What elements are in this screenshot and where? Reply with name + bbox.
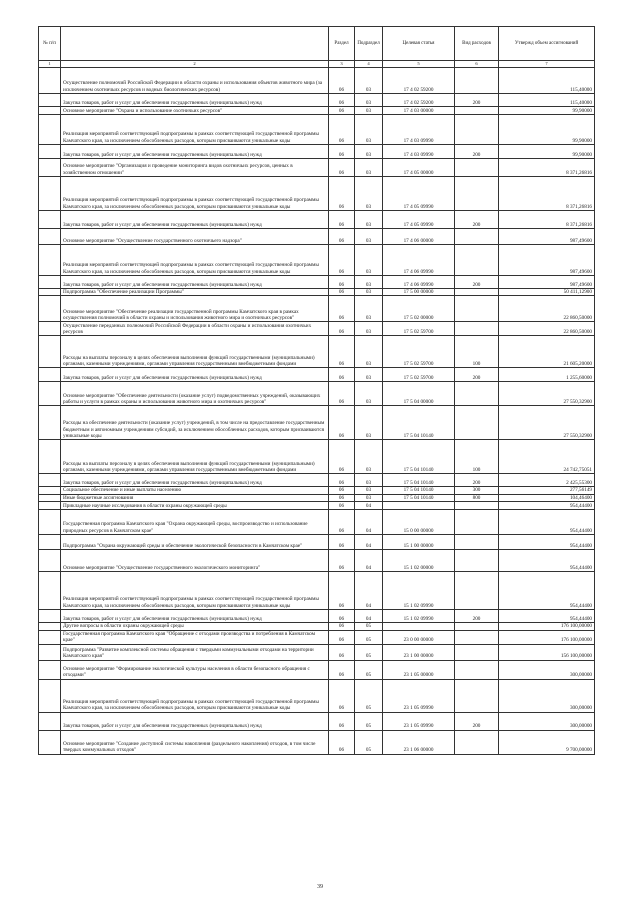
row-number: [39, 229, 61, 245]
row-number: [39, 502, 61, 510]
row-subsection: 03: [355, 336, 383, 368]
row-sum: 50 411,12900: [499, 289, 595, 296]
table-row: [39, 630, 595, 644]
row-section: 06: [329, 68, 355, 94]
row-name: Государственная программа Камчатского края "Обращение с отходами производства и потребления в Камчатском крае": [61, 630, 329, 644]
row-subsection: 03: [355, 145, 383, 159]
row-sum: 277,56149: [499, 487, 595, 494]
row-exp-type: [455, 535, 499, 550]
row-section: 06: [329, 730, 355, 754]
table-row: [39, 94, 595, 107]
row-exp-type: [455, 502, 499, 510]
row-section: 06: [329, 550, 355, 572]
row-sum: 954,44400: [499, 572, 595, 610]
row-exp-type: 800: [455, 494, 499, 501]
row-sum: 22 860,50000: [499, 322, 595, 336]
row-target: 17 5 00 00000: [383, 289, 455, 296]
row-target: 17 4 03 09990: [383, 145, 455, 159]
row-sum: 115,40000: [499, 68, 595, 94]
row-section: 06: [329, 502, 355, 510]
row-number: [39, 322, 61, 336]
row-name: Расходы на выплаты персоналу в целях обеспечения выполнения функций государственными (муниципальными) органами, казенными учреждениями, органами управления государственными внебюджетными фондами: [61, 440, 329, 474]
row-number: [39, 289, 61, 296]
row-section: 06: [329, 660, 355, 679]
row-exp-type: [455, 322, 499, 336]
table-row: [39, 245, 595, 276]
table-row: [39, 276, 595, 289]
row-subsection: 05: [355, 623, 383, 630]
header-section: Раздел: [329, 27, 355, 61]
row-number: [39, 177, 61, 211]
row-number: [39, 474, 61, 487]
row-sum: 987,49600: [499, 229, 595, 245]
row-sum: 176 100,00000: [499, 630, 595, 644]
row-section: 06: [329, 610, 355, 623]
row-target: 17 5 02 59700: [383, 322, 455, 336]
row-target: 15 1 00 00000: [383, 535, 455, 550]
row-number: [39, 610, 61, 623]
table-row: [39, 68, 595, 94]
row-name: Иные бюджетные ассигнования: [61, 494, 329, 501]
row-section: 06: [329, 211, 355, 229]
row-name: Реализация мероприятий соответствующей подпрограммы в рамках соответствующей государственной программы Камчатского края, за исключением обособленных расходов, которым присваиваются уникальные коды: [61, 177, 329, 211]
row-number: [39, 730, 61, 754]
row-number: [39, 245, 61, 276]
row-section: 06: [329, 289, 355, 296]
row-name: Реализация мероприятий соответствующей подпрограммы в рамках соответствующей государственной программы Камчатского края, за исключением обособленных расходов, которым присваиваются уникальные коды: [61, 572, 329, 610]
row-number: [39, 487, 61, 494]
row-exp-type: [455, 572, 499, 610]
row-target: 23 1 06 00000: [383, 730, 455, 754]
column-index: 2: [61, 61, 329, 68]
row-number: [39, 644, 61, 660]
row-exp-type: [455, 644, 499, 660]
row-number: [39, 145, 61, 159]
row-name: Закупка товаров, работ и услуг для обеспечения государственных (муниципальных) нужд: [61, 145, 329, 159]
row-target: 17 4 05 09990: [383, 177, 455, 211]
row-sum: 954,44400: [499, 610, 595, 623]
row-subsection: 03: [355, 368, 383, 382]
row-subsection: 05: [355, 679, 383, 712]
table-row: [39, 535, 595, 550]
row-number: [39, 115, 61, 145]
row-section: 06: [329, 623, 355, 630]
row-name: Закупка товаров, работ и услуг для обеспечения государственных (муниципальных) нужд: [61, 474, 329, 487]
table-row: [39, 322, 595, 336]
row-exp-type: [455, 660, 499, 679]
row-number: [39, 679, 61, 712]
row-target: 17 5 02 59700: [383, 336, 455, 368]
row-sum: 8 371,26816: [499, 177, 595, 211]
row-subsection: 03: [355, 289, 383, 296]
row-name: Подпрограмма "Охрана окружающей среды и обеспечение экологической безопасности в Камчатском крае": [61, 535, 329, 550]
row-name: Социальное обеспечение и иные выплаты населению: [61, 487, 329, 494]
row-number: [39, 368, 61, 382]
row-number: [39, 623, 61, 630]
row-section: 06: [329, 487, 355, 494]
table-row: [39, 610, 595, 623]
row-target: 15 1 02 09990: [383, 610, 455, 623]
row-section: 06: [329, 94, 355, 107]
table-row: [39, 572, 595, 610]
row-section: 06: [329, 145, 355, 159]
row-section: 06: [329, 572, 355, 610]
table-row: [39, 211, 595, 229]
row-exp-type: 200: [455, 610, 499, 623]
row-name: Осуществление переданных полномочий Российской Федерации в области охраны и использования охотничьих ресурсов: [61, 322, 329, 336]
row-exp-type: 200: [455, 474, 499, 487]
row-exp-type: 100: [455, 336, 499, 368]
row-sum: 99,90000: [499, 107, 595, 115]
row-exp-type: [455, 115, 499, 145]
row-target: 17 5 04 10140: [383, 474, 455, 487]
row-sum: 104,46400: [499, 494, 595, 501]
row-target: 17 5 04 10140: [383, 494, 455, 501]
row-target: 17 4 06 09990: [383, 245, 455, 276]
column-index: 3: [329, 61, 355, 68]
row-name: Основное мероприятие "Формирование экологической культуры населения в области безопасного обращения с отходами": [61, 660, 329, 679]
row-subsection: 04: [355, 510, 383, 535]
row-subsection: 03: [355, 322, 383, 336]
row-name: Расходы на обеспечение деятельности (оказание услуг) учреждений, в том числе на предоставление государственным бюджетным и автономным учреждениям субсидий, за исключением обособленных расходов, которым присваиваются уникальные коды: [61, 406, 329, 440]
row-section: 06: [329, 679, 355, 712]
row-target: [383, 623, 455, 630]
row-section: 06: [329, 474, 355, 487]
row-subsection: 04: [355, 535, 383, 550]
row-subsection: 03: [355, 245, 383, 276]
row-exp-type: [455, 382, 499, 406]
row-section: 06: [329, 322, 355, 336]
row-sum: 99,90000: [499, 145, 595, 159]
header-exp-type: Вид расходов: [455, 27, 499, 61]
row-section: 06: [329, 296, 355, 322]
column-index: 4: [355, 61, 383, 68]
row-exp-type: 200: [455, 145, 499, 159]
row-sum: 954,44400: [499, 502, 595, 510]
row-target: 23 0 00 00000: [383, 630, 455, 644]
table-row: [39, 730, 595, 754]
row-sum: 99,90000: [499, 115, 595, 145]
row-exp-type: [455, 550, 499, 572]
row-number: [39, 630, 61, 644]
table-row: [39, 145, 595, 159]
table-row: [39, 712, 595, 730]
row-sum: 987,49600: [499, 245, 595, 276]
row-exp-type: [455, 623, 499, 630]
row-sum: 987,49600: [499, 276, 595, 289]
row-subsection: 04: [355, 502, 383, 510]
row-subsection: 03: [355, 494, 383, 501]
row-subsection: 05: [355, 712, 383, 730]
row-number: [39, 712, 61, 730]
row-subsection: 04: [355, 572, 383, 610]
row-section: 06: [329, 712, 355, 730]
row-sum: 115,40000: [499, 94, 595, 107]
header-sum: Утвержд объем ассигнований: [499, 27, 595, 61]
page-number: 39: [317, 884, 323, 890]
row-name: Реализация мероприятий соответствующей подпрограммы в рамках соответствующей государственной программы Камчатского края, за исключением обособленных расходов, которым присваиваются уникальные коды: [61, 115, 329, 145]
header-subsection: Подраздел: [355, 27, 383, 61]
row-name: Основное мероприятие "Осуществление государственного охотничьего надзора": [61, 229, 329, 245]
row-target: [383, 502, 455, 510]
row-target: 15 1 02 00000: [383, 550, 455, 572]
column-index: 1: [39, 61, 61, 68]
column-index: 5: [383, 61, 455, 68]
row-target: 17 4 03 09990: [383, 115, 455, 145]
table-row: [39, 336, 595, 368]
table-row: [39, 115, 595, 145]
row-name: Основное мероприятие "Обеспечение деятельности (оказание услуг) подведомственных учреждений, оказывающих работы и услуги в рамках охраны и использования животного мира и охотничьих ресурсов": [61, 382, 329, 406]
table-row: [39, 406, 595, 440]
row-number: [39, 107, 61, 115]
row-target: 23 1 05 09990: [383, 712, 455, 730]
row-target: 17 4 05 00000: [383, 159, 455, 177]
row-target: 15 1 02 09990: [383, 572, 455, 610]
row-exp-type: 200: [455, 211, 499, 229]
table-row: [39, 502, 595, 510]
row-target: 17 5 02 00000: [383, 296, 455, 322]
header-no: № п/п: [39, 27, 61, 61]
table-row: [39, 296, 595, 322]
row-name: Основное мероприятие "Организация и проведение мониторинга видов охотничьих ресурсов, ценных в хозяйственном отношении": [61, 159, 329, 177]
table-body: [39, 68, 595, 755]
row-number: [39, 211, 61, 229]
table-row: [39, 177, 595, 211]
row-exp-type: 200: [455, 276, 499, 289]
row-exp-type: [455, 68, 499, 94]
row-section: 06: [329, 336, 355, 368]
row-section: 06: [329, 510, 355, 535]
table-row: [39, 623, 595, 630]
row-exp-type: [455, 289, 499, 296]
table-row: [39, 474, 595, 487]
row-target: 17 4 02 59200: [383, 68, 455, 94]
table-row: [39, 229, 595, 245]
header-name: [61, 27, 329, 61]
row-section: 06: [329, 276, 355, 289]
table-row: [39, 679, 595, 712]
row-subsection: 03: [355, 107, 383, 115]
row-number: [39, 296, 61, 322]
row-subsection: 03: [355, 177, 383, 211]
row-name: Другие вопросы в области охраны окружающей среды: [61, 623, 329, 630]
row-sum: 1 255,60000: [499, 368, 595, 382]
row-section: 06: [329, 229, 355, 245]
row-name: Подпрограмма "Развитие комплексной системы обращения с твердыми коммунальными отходами на территории Камчатского края": [61, 644, 329, 660]
row-target: 17 4 06 00000: [383, 229, 455, 245]
column-index: 7: [499, 61, 595, 68]
row-section: 06: [329, 115, 355, 145]
row-exp-type: [455, 630, 499, 644]
row-subsection: 03: [355, 406, 383, 440]
row-exp-type: 200: [455, 94, 499, 107]
table-row: [39, 510, 595, 535]
table-row: [39, 494, 595, 501]
row-section: 06: [329, 494, 355, 501]
row-sum: 27 550,32900: [499, 406, 595, 440]
row-subsection: 03: [355, 382, 383, 406]
row-exp-type: [455, 245, 499, 276]
row-number: [39, 94, 61, 107]
row-section: 06: [329, 382, 355, 406]
table-row: [39, 644, 595, 660]
row-sum: 954,44400: [499, 550, 595, 572]
row-number: [39, 660, 61, 679]
row-number: [39, 550, 61, 572]
row-number: [39, 406, 61, 440]
row-section: 06: [329, 440, 355, 474]
row-target: 15 0 00 00000: [383, 510, 455, 535]
table-header-row: [39, 27, 595, 61]
row-subsection: 03: [355, 440, 383, 474]
row-name: Реализация мероприятий соответствующей подпрограммы в рамках соответствующей государственной программы Камчатского края, за исключением обособленных расходов, которым присваиваются уникальные коды: [61, 679, 329, 712]
column-index-row: [39, 61, 595, 68]
row-sum: 8 371,26816: [499, 211, 595, 229]
table-row: [39, 440, 595, 474]
row-number: [39, 535, 61, 550]
row-subsection: 03: [355, 229, 383, 245]
budget-table: [38, 26, 595, 755]
row-subsection: 03: [355, 211, 383, 229]
row-name: Прикладные научные исследования в области охраны окружающей среды: [61, 502, 329, 510]
row-name: Закупка товаров, работ и услуг для обеспечения государственных (муниципальных) нужд: [61, 276, 329, 289]
row-target: 17 4 05 09990: [383, 211, 455, 229]
row-section: 06: [329, 644, 355, 660]
table-row: [39, 368, 595, 382]
row-sum: 954,44400: [499, 535, 595, 550]
row-number: [39, 382, 61, 406]
row-exp-type: [455, 159, 499, 177]
row-number: [39, 510, 61, 535]
table-row: [39, 289, 595, 296]
row-subsection: 05: [355, 730, 383, 754]
row-exp-type: [455, 510, 499, 535]
row-target: 17 5 04 10140: [383, 487, 455, 494]
row-sum: 176 100,00000: [499, 623, 595, 630]
row-sum: 954,44400: [499, 510, 595, 535]
row-target: 17 4 06 09990: [383, 276, 455, 289]
row-sum: 22 860,50000: [499, 296, 595, 322]
row-number: [39, 440, 61, 474]
row-name: Подпрограмма "Обеспечение реализации Программы": [61, 289, 329, 296]
row-exp-type: [455, 229, 499, 245]
row-sum: 300,00000: [499, 712, 595, 730]
row-exp-type: 100: [455, 440, 499, 474]
table-row: [39, 107, 595, 115]
row-name: Расходы на выплаты персоналу в целях обеспечения выполнения функций государственными (муниципальными) органами, казенными учреждениями, органами управления государственными внебюджетными фондами: [61, 336, 329, 368]
row-subsection: 03: [355, 487, 383, 494]
column-index: 6: [455, 61, 499, 68]
row-exp-type: [455, 730, 499, 754]
table-row: [39, 660, 595, 679]
row-number: [39, 572, 61, 610]
row-section: 06: [329, 630, 355, 644]
row-subsection: 05: [355, 630, 383, 644]
row-exp-type: 300: [455, 487, 499, 494]
row-number: [39, 336, 61, 368]
row-name: Закупка товаров, работ и услуг для обеспечения государственных (муниципальных) нужд: [61, 610, 329, 623]
row-subsection: 03: [355, 474, 383, 487]
row-name: Закупка товаров, работ и услуг для обеспечения государственных (муниципальных) нужд: [61, 712, 329, 730]
row-number: [39, 276, 61, 289]
row-subsection: 03: [355, 115, 383, 145]
table-row: [39, 550, 595, 572]
row-target: 17 5 04 00000: [383, 382, 455, 406]
row-name: Закупка товаров, работ и услуг для обеспечения государственных (муниципальных) нужд: [61, 94, 329, 107]
row-exp-type: [455, 406, 499, 440]
row-name: Реализация мероприятий соответствующей подпрограммы в рамках соответствующей государственной программы Камчатского края, за исключением обособленных расходов, которым присваиваются уникальные коды: [61, 245, 329, 276]
row-exp-type: [455, 296, 499, 322]
row-sum: 2 425,55300: [499, 474, 595, 487]
row-subsection: 03: [355, 276, 383, 289]
row-target: 17 5 04 10140: [383, 440, 455, 474]
row-target: 17 5 02 59700: [383, 368, 455, 382]
row-section: 06: [329, 406, 355, 440]
row-name: Закупка товаров, работ и услуг для обеспечения государственных (муниципальных) нужд: [61, 368, 329, 382]
row-sum: 156 100,00000: [499, 644, 595, 660]
row-name: Осуществление полномочий Российской Федерации в области охраны и использования объектов животного мира (за исключением охотничьих ресурсов и водных биологических ресурсов): [61, 68, 329, 94]
row-target: 23 1 05 00000: [383, 660, 455, 679]
row-section: 06: [329, 107, 355, 115]
row-sum: 24 742,75051: [499, 440, 595, 474]
row-sum: 9 700,00000: [499, 730, 595, 754]
row-section: 06: [329, 177, 355, 211]
row-sum: 300,00000: [499, 679, 595, 712]
row-number: [39, 68, 61, 94]
row-exp-type: [455, 177, 499, 211]
row-sum: 21 605,20000: [499, 336, 595, 368]
row-subsection: 05: [355, 644, 383, 660]
row-name: Основное мероприятие "Охрана и использование охотничьих ресурсов": [61, 107, 329, 115]
row-sum: 300,00000: [499, 660, 595, 679]
table-row: [39, 487, 595, 494]
row-subsection: 04: [355, 610, 383, 623]
row-section: 06: [329, 368, 355, 382]
row-sum: 27 550,32900: [499, 382, 595, 406]
row-subsection: 03: [355, 68, 383, 94]
row-target: 23 1 00 00000: [383, 644, 455, 660]
row-name: Закупка товаров, работ и услуг для обеспечения государственных (муниципальных) нужд: [61, 211, 329, 229]
row-number: [39, 159, 61, 177]
row-target: 17 4 03 00000: [383, 107, 455, 115]
row-subsection: 03: [355, 94, 383, 107]
table-row: [39, 159, 595, 177]
row-subsection: 03: [355, 296, 383, 322]
row-subsection: 04: [355, 550, 383, 572]
row-target: 17 4 02 59200: [383, 94, 455, 107]
row-sum: 8 371,26816: [499, 159, 595, 177]
row-name: Государственная программа Камчатского края "Охрана окружающей среды, воспроизводство и использование природных ресурсов в Камчатском крае": [61, 510, 329, 535]
row-exp-type: 200: [455, 712, 499, 730]
row-target: 17 5 04 10140: [383, 406, 455, 440]
table-row: [39, 382, 595, 406]
row-section: 06: [329, 245, 355, 276]
row-subsection: 03: [355, 159, 383, 177]
row-subsection: 05: [355, 660, 383, 679]
row-number: [39, 494, 61, 501]
row-exp-type: 200: [455, 368, 499, 382]
row-exp-type: [455, 107, 499, 115]
header-target: Целевая статья: [383, 27, 455, 61]
row-target: 23 1 05 09990: [383, 679, 455, 712]
row-name: Основное мероприятие "Обеспечение реализации государственной программы Камчатского края в рамках осуществления полномочий в области охраны и использования животного мира и охотничьих ресурсов": [61, 296, 329, 322]
row-section: 06: [329, 159, 355, 177]
row-section: 06: [329, 535, 355, 550]
row-name: Основное мероприятие "Создание доступной системы накопления (раздельного накопления) отходов, в том числе твердых коммунальных отходов": [61, 730, 329, 754]
row-name: Основное мероприятие "Осуществление государственного экологического мониторинга": [61, 550, 329, 572]
row-exp-type: [455, 679, 499, 712]
